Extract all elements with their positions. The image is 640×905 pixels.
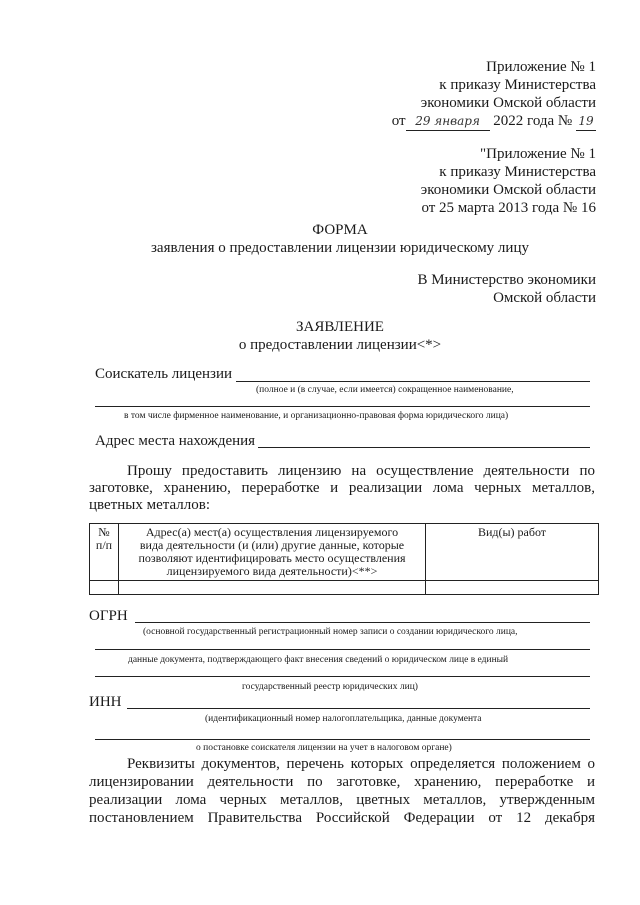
inn-label: ИНН — [89, 694, 122, 710]
addressee-line1: В Министерство экономики — [417, 272, 596, 288]
requisites-line1: Реквизиты документов, перечень которых определяется положением о — [127, 756, 595, 772]
appendix-new-line3: экономики Омской области — [420, 95, 596, 111]
requisites-line2: лицензировании деятельности по заготовке, хранению, переработке и — [89, 774, 595, 790]
col-address-line2: вида деятельности (и (или) другие данные, которые — [139, 538, 405, 552]
table-cell[interactable] — [426, 581, 599, 595]
table-cell[interactable] — [90, 581, 119, 595]
appendix-old-line3: экономики Омской области — [420, 182, 596, 198]
addressee — [296, 271, 596, 307]
request-line1: Прошу предоставить лицензию на осуществление деятельности по — [127, 463, 595, 479]
col-number-line1: № — [98, 525, 110, 539]
address-label: Адрес места нахождения — [95, 433, 256, 449]
inn-hint1: (идентификационный номер налогоплательщика, данные документа — [205, 714, 482, 724]
form-title: ФОРМА — [312, 222, 368, 238]
table-cell[interactable] — [119, 581, 426, 595]
applicant-line2[interactable] — [95, 406, 590, 407]
requisites-line3: реализации лома черных металлов, цветных металлов, утвержденным — [89, 792, 595, 808]
table-header-row — [90, 524, 599, 581]
address-line[interactable] — [258, 447, 590, 448]
appendix-old-line4: от 25 марта 2013 года № 16 — [421, 200, 596, 216]
requisites-line4: постановлением Правительства Российской Федерации от 12 декабря — [89, 810, 595, 826]
ogrn-hint2: данные документа, подтверждающего факт внесения сведений о юридическом лице в единый — [128, 655, 509, 665]
col-works-header: Вид(ы) работ — [426, 524, 599, 581]
ogrn-hint1: (основной государственный регистрационный номер записи о создании юридического лица, — [143, 627, 518, 637]
ogrn-line3[interactable] — [95, 676, 590, 677]
date-year: 2022 года № — [493, 113, 573, 129]
addressee-line2: Омской области — [493, 290, 596, 306]
table-empty-row — [90, 581, 599, 595]
appendix-new-date — [296, 112, 596, 131]
request-line2: заготовке, хранению, переработке и реализации лома черных металлов, — [89, 480, 595, 496]
ogrn-line2[interactable] — [95, 649, 590, 650]
ogrn-hint3: государственный реестр юридических лиц) — [242, 682, 418, 692]
ogrn-line[interactable] — [135, 622, 590, 623]
request-line3: цветных металлов: — [89, 497, 210, 513]
inn-line2[interactable] — [95, 739, 590, 740]
appendix-old-line2: к приказу Министерства — [439, 164, 596, 180]
applicant-hint2: в том числе фирменное наименование, и организационно-правовая форма юридического лица) — [124, 411, 509, 421]
handwritten-number — [576, 112, 596, 131]
col-address-line4: лицензируемого вида деятельности)<**> — [166, 564, 378, 578]
date-prefix: от — [391, 113, 406, 129]
form-subtitle: заявления о предоставлении лицензии юридическому лицу — [151, 240, 529, 256]
appendix-new-line2: к приказу Министерства — [439, 77, 596, 93]
application-title: ЗАЯВЛЕНИЕ — [296, 319, 384, 335]
applicant-hint1: (полное и (в случае, если имеется) сокращенное наименование, — [256, 385, 514, 395]
application-subtitle: о предоставлении лицензии<*> — [238, 337, 442, 353]
inn-hint2: о постановке соискателя лицензии на учет в налоговом органе) — [196, 743, 452, 753]
ogrn-label: ОГРН — [89, 608, 128, 624]
col-number-line2: п/п — [95, 538, 113, 552]
col-address-line3: позволяют идентифицировать место осуществления — [138, 551, 406, 565]
handwritten-date-text: 29 января — [415, 114, 480, 128]
appendix-old-line1: "Приложение № 1 — [480, 146, 596, 162]
col-address-header — [119, 524, 426, 581]
appendix-new-line1: Приложение № 1 — [486, 59, 596, 75]
applicant-label: Соискатель лицензии — [95, 366, 233, 382]
handwritten-number-text: 19 — [578, 114, 594, 128]
applicant-line[interactable] — [236, 381, 590, 382]
inn-line[interactable] — [127, 708, 590, 709]
col-number-header — [90, 524, 119, 581]
col-address-line1: Адрес(а) мест(а) осуществления лицензируемого — [145, 525, 399, 539]
activity-table — [89, 523, 599, 595]
handwritten-date — [406, 112, 490, 131]
appendix-new — [296, 58, 596, 131]
appendix-old — [296, 145, 596, 217]
